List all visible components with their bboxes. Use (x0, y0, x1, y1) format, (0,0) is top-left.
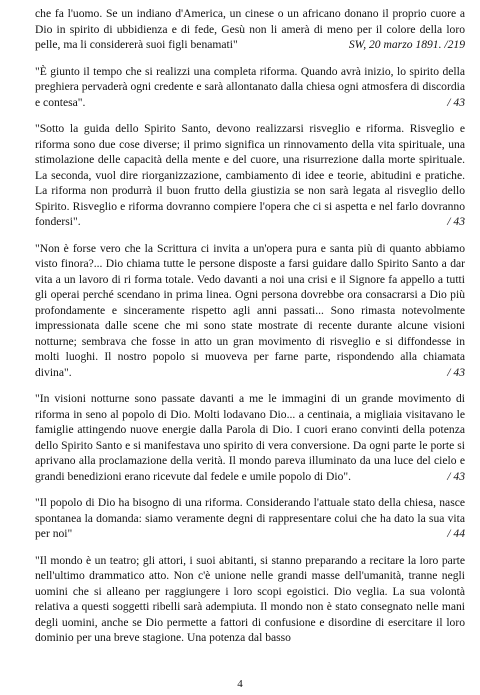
citation (441, 526, 465, 542)
paragraph-7 (35, 553, 465, 646)
citation-ref: / 43 (447, 469, 465, 483)
paragraph-5 (35, 391, 465, 484)
paragraph-text: "Il mondo è un teatro; gli attori, i suoi abitanti, si stanno preparando a recitare la loro parte nell'ultimo drammatico atto. Non c'è unione nelle grandi masse dell'umanità, tranne negli uomini che si alleano per raggiungere i loro scopi egoistici. Dio veglia. La sua volontà relativa a questi soggetti ribelli sarà adempiuta. Il mondo non è stato consegnato nelle mani degli uomini, anche se Dio permette a fattori di confusione e disordine di esercitare il loro dominio per una breve stagione. Una potenza dal basso (35, 553, 465, 644)
paragraph-text: che fa l'uomo. Se un indiano d'America, un cinese o un africano donano il proprio cuore a Dio in spirito di ubbidienza e di fede, Gesù non li amerà di meno per il colore della loro pelle, ma li considererà suoi figli benamati" (35, 7, 465, 51)
paragraph-6 (35, 495, 465, 542)
citation (441, 95, 465, 111)
citation-ref: / 43 (447, 95, 465, 109)
citation (441, 214, 465, 230)
paragraph-1 (35, 6, 465, 53)
paragraph-4 (35, 241, 465, 381)
citation (441, 365, 465, 381)
paragraph-text: "In visioni notturne sono passate davanti a me le immagini di un grande movimento di riforma in seno al popolo di Dio. Molti lodavano Dio... a centinaia, a migliaia visitavano le famiglie attingendo nuove energie dalla Parola di Dio. I cuori erano convinti della potenza dello Spirito Santo e si manifestava uno spirito di vera conversione. Da ogni parte le porte si aprivano alla proclamazione della verità. Il mondo pareva illuminato da una luce del cielo e grandi benedizioni erano ricevute dal fedele e umile popolo di Dio". (35, 392, 465, 483)
page-number: 4 (237, 678, 243, 690)
citation-ref: / 43 (447, 215, 465, 228)
citation (441, 469, 465, 485)
paragraph-text: "È giunto il tempo che si realizzi una completa riforma. Quando avrà inizio, lo spirito della preghiera pervaderà ogni credente e sarà allontanato dalla chiesa ogni atmosfera di discordia e contesa". (35, 64, 465, 109)
citation-ref: / 44 (447, 527, 465, 540)
paragraph-text: "Non è forse vero che la Scrittura ci invita a un'opera pura e santa più di quanto abbiamo visto finora?... Dio chiama tutte le persone disposte a farsi guidare dallo Spirito Santo a dar vita a un lavoro di ri forma totale. Vedo davanti a noi una crisi e il Signore fa appello a tutti gli operai perché scendano in prima linea. Ogni persona dovrebbe ora consacrarsi a Dio più profondamente e sinceramente rispetto agli anni passati... Sono rimasta notevolmente impressionata dalle scene che mi sono state mostrate di recente durante alcune visioni notturne; sembrava che fosse in atto un gran movimento di risveglio e si diffondesse in molti luoghi. Il nostro popolo si muoveva per farne parte, rispondendo alla chiamata divina". (35, 241, 465, 379)
text-column (35, 6, 465, 657)
paragraph-text: "Il popolo di Dio ha bisogno di una riforma. Considerando l'attuale stato della chiesa, nasce spontanea la domanda: siamo veramente degni di rappresentare colui che ha dato la sua vita per noi" (35, 496, 465, 540)
paragraph-2 (35, 64, 465, 111)
paragraph-text: "Sotto la guida dello Spirito Santo, devono realizzarsi risveglio e riforma. Risveglio e riforma sono due cose diverse; il primo significa un rinnovamento della vita spirituale, una stimolazione delle capacità della mente e del cuore, una risurrezione dalla morte spirituale. La seconda, vuol dire riorganizzazione, cambiamento di idee e teorie, abitudini e pratiche. La riforma non produrrà il buon frutto della giustizia se non sarà legata al risveglio dello Spirito. Risveglio e riforma dovranno compiere l'opera che ci si aspetta e nel farlo dovranno fondersi". (35, 122, 465, 228)
citation-ref: / 43 (447, 365, 465, 379)
paragraph-3 (35, 121, 465, 230)
citation (343, 37, 465, 53)
citation-ref: SW, 20 marzo 1891. /219 (348, 38, 465, 51)
